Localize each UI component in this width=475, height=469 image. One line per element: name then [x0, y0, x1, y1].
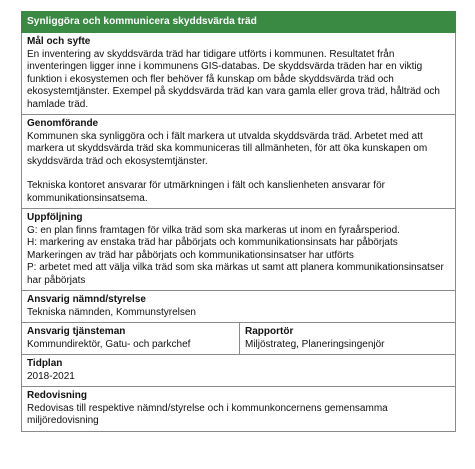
section-text: Tekniska nämnden, Kommunstyrelsen [27, 306, 196, 318]
section-text: Tekniska kontoret ansvarar för utmärkningen i fält och kanslienheten ansvarar för kommunikationsinsatsema. [27, 180, 385, 204]
uppfoljning-line: Markeringen av träd har påbörjats och kommunikationsinsatser har utförts [27, 249, 354, 261]
section-heading: Uppföljning [27, 212, 83, 223]
section-text: Miljöstrateg, Planeringsingenjör [245, 338, 385, 350]
section-ansvarig-tjansteman [22, 323, 240, 354]
paragraph-gap [27, 168, 450, 180]
section-heading: Genomförande [27, 118, 99, 129]
section-uppfoljning [21, 209, 456, 291]
section-text: Redovisas till respektive nämnd/styrelse och i kommunkoncernens gemensamma miljöredovisning [27, 402, 388, 426]
section-heading: Ansvarig nämnd/styrelse [27, 294, 146, 305]
section-heading: Ansvarig tjänsteman [27, 326, 126, 337]
section-tidplan [21, 355, 456, 387]
section-text: 2018-2021 [27, 370, 75, 382]
card-title: Synliggöra och kommunicera skyddsvärda träd [21, 11, 456, 33]
section-rapportor [240, 323, 455, 354]
responsibility-row [21, 323, 456, 355]
section-genomforande [21, 115, 456, 209]
section-heading: Tidplan [27, 358, 63, 369]
section-text: En inventering av skyddsvärda träd har tidigare utförts i kommunen. Resultatet från inventeringen ligger inne i kommunens GIS-databas. De skyddsvärda träden har en viktig funktion i ekosystemen och fler behöver få kunskap om både skyddsvärda träd och ekosystemtjänster. Exempel på skyddsvärda träd kan vara gamla eller grova träd, hålträd och hamlade träd. [27, 48, 440, 110]
section-redovisning [21, 387, 456, 432]
section-text: Kommunen ska synliggöra och i fält markera ut utvalda skyddsvärda träd. Arbetet med att markera ut skyddsvärda träd ska kommuniceras till allmänheten, för att öka kunskapen om skyddsvärda träd och ekosystemtjänster. [27, 130, 428, 167]
section-mal-och-syfte [21, 33, 456, 115]
section-heading: Rapportör [245, 326, 294, 337]
action-card [21, 11, 456, 432]
uppfoljning-line: H: markering av enstaka träd har påbörjats och kommunikationsinsats har påbörjats [27, 237, 398, 248]
section-text: Kommundirektör, Gatu- och parkchef [27, 338, 191, 350]
section-heading: Mål och syfte [27, 36, 91, 47]
uppfoljning-line: P: arbetet med att välja vilka träd som ska märkas ut samt att planera kommunikationsinsatser har påbörjats [27, 262, 444, 286]
section-heading: Redovisning [27, 390, 88, 401]
uppfoljning-line: G: en plan finns framtagen för vilka träd som ska markeras ut inom en fyraårsperiod. [27, 224, 400, 236]
section-ansvarig-namnd [21, 291, 456, 323]
